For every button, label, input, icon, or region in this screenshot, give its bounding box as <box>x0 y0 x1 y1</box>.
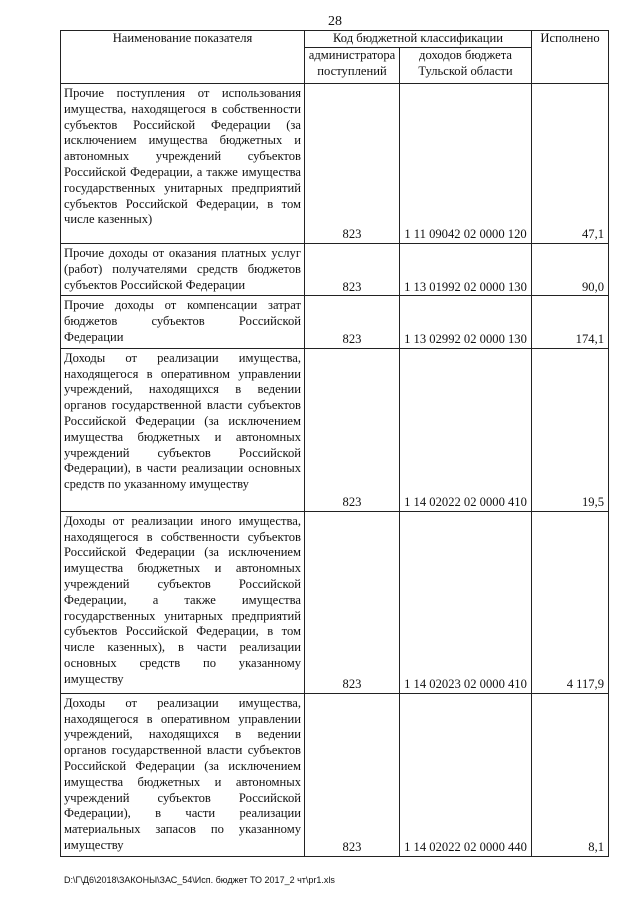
table-row <box>61 244 609 296</box>
table-row <box>61 348 609 511</box>
row-code: 1 14 02022 02 0000 440 <box>400 693 532 856</box>
file-path-footer: D:\Г\Д6\2018\ЗАКОНЫ\ЗАС_54\Исп. бюджет ТО 2017_2 чт\pr1.xls <box>64 875 335 885</box>
row-name: Прочие доходы от оказания платных услуг (работ) получателями средств бюджетов субъектов Российской Федерации <box>61 244 305 296</box>
row-admin: 823 <box>305 244 400 296</box>
header-income: доходов бюджета Тульской области <box>400 48 532 84</box>
row-amount: 174,1 <box>532 296 609 348</box>
header-name: Наименование показателя <box>61 31 305 84</box>
table-row <box>61 693 609 856</box>
budget-table <box>60 30 609 857</box>
table-row <box>61 296 609 348</box>
row-name: Прочие доходы от компенсации затрат бюджетов субъектов Российской Федерации <box>61 296 305 348</box>
row-name: Доходы от реализации имущества, находящегося в оперативном управлении учреждений, находящихся в ведении органов государственной власти субъектов Российской Федерации (за исключением имущества бюджетных и автономных учреждений субъектов Российской Федерации), в части реализации материальных запасов по указанному имуществу <box>61 693 305 856</box>
row-code: 1 14 02022 02 0000 410 <box>400 348 532 511</box>
row-amount: 47,1 <box>532 84 609 244</box>
row-amount: 19,5 <box>532 348 609 511</box>
row-admin: 823 <box>305 511 400 693</box>
row-code: 1 13 02992 02 0000 130 <box>400 296 532 348</box>
header-executed: Исполнено <box>532 31 609 84</box>
table-row <box>61 84 609 244</box>
row-amount: 90,0 <box>532 244 609 296</box>
row-amount: 8,1 <box>532 693 609 856</box>
header-code-group: Код бюджетной классификации <box>305 31 532 48</box>
row-admin: 823 <box>305 693 400 856</box>
page-number: 28 <box>328 14 342 29</box>
row-code: 1 11 09042 02 0000 120 <box>400 84 532 244</box>
header-admin: администратора поступлений <box>305 48 400 84</box>
row-name: Доходы от реализации иного имущества, находящегося в собственности субъектов Российской Федерации (за исключением имущества бюджетных и автономных учреждений субъектов Российской Федерации, а также имущества государственных унитарных предприятий субъектов Российской Федерации, в том числе казенных), в части реализации основных средств по указанному имуществу <box>61 511 305 693</box>
row-amount: 4 117,9 <box>532 511 609 693</box>
row-code: 1 13 01992 02 0000 130 <box>400 244 532 296</box>
row-name: Доходы от реализации имущества, находящегося в оперативном управлении учреждений, находящихся в ведении органов государственной власти субъектов Российской Федерации (за исключением имущества бюджетных и автономных учреждений субъектов Российской Федерации), в части реализации основных средств по указанному имуществу <box>61 348 305 511</box>
row-admin: 823 <box>305 296 400 348</box>
row-admin: 823 <box>305 84 400 244</box>
row-name: Прочие поступления от использования имущества, находящегося в собственности субъектов Российской Федерации (за исключением имущества бюджетных и автономных учреждений субъектов Российской Федерации, а также имущества государственных унитарных предприятий субъектов Российской Федерации, в том числе казенных) <box>61 84 305 244</box>
row-code: 1 14 02023 02 0000 410 <box>400 511 532 693</box>
table-row <box>61 511 609 693</box>
row-admin: 823 <box>305 348 400 511</box>
